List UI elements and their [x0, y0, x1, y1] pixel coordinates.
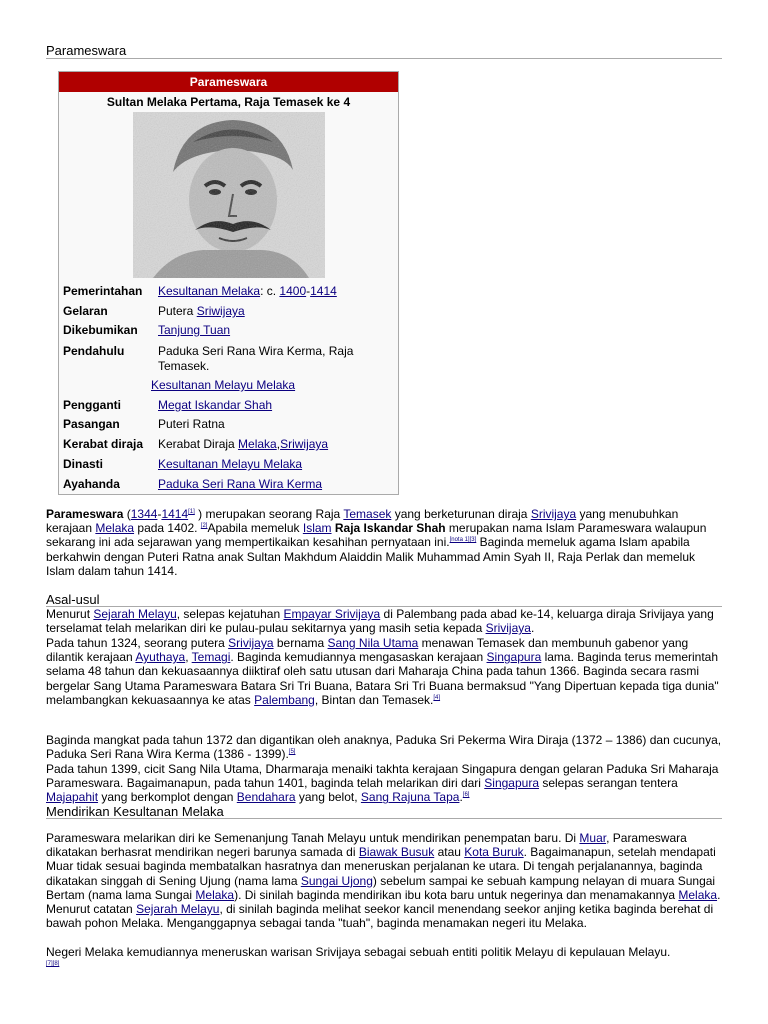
text: yang belot,: [295, 790, 361, 805]
link-sang-nila-utama[interactable]: Sang Nila Utama: [327, 636, 419, 650]
link-sriwijaya[interactable]: Sriwijaya: [196, 304, 245, 318]
text: bernama: [273, 636, 328, 650]
section1-paragraph-4: [46, 762, 722, 805]
row-value: [158, 323, 388, 338]
link-empayar-srivijaya[interactable]: Empayar Srivijaya: [283, 607, 381, 621]
link-kesultanan-melayu-melaka[interactable]: Kesultanan Melayu Melaka: [158, 457, 303, 471]
text: pada 1402.: [134, 521, 201, 536]
ref-link[interactable]: [5]: [288, 749, 296, 756]
text: ) merupakan seorang Raja: [194, 507, 344, 521]
link-srivijaya[interactable]: Srivijaya: [228, 636, 274, 650]
text: merupakan nama Islam Parameswara walaupun sekarang ini ada sejarawan yang mempertikaikan kesahihan pernyataan ini.: [46, 521, 707, 550]
link-1400[interactable]: 1400: [279, 284, 307, 298]
section1-paragraph-2: [46, 636, 722, 707]
text: .: [459, 790, 463, 805]
link-kesultanan-melaka[interactable]: Kesultanan Melaka: [158, 284, 261, 298]
row-value: [158, 284, 388, 299]
text: yang menubuhkan kerajaan: [46, 507, 679, 536]
link-biawak-busuk[interactable]: Biawak Busuk: [358, 845, 435, 860]
link-srivijaya[interactable]: Srivijaya: [530, 507, 577, 521]
value-text: -: [306, 284, 311, 298]
text: yang berkomplot dengan: [98, 790, 237, 805]
link-muar[interactable]: Muar: [579, 831, 607, 845]
text: (: [123, 507, 131, 521]
row-value: [158, 477, 388, 492]
row-label: Dinasti: [63, 457, 104, 471]
text: Parameswara melarikan diri ke Semenanjung Tanah Melayu untuk mendirikan penempatan baru. Di: [46, 831, 580, 845]
link-kota-buruk[interactable]: Kota Buruk: [464, 845, 524, 860]
link-islam[interactable]: Islam: [302, 521, 332, 536]
text: di Palembang pada abad ke-14, keluarga diraja Srivijaya yang terselamat telah melarikan diri ke pulau-pulau sekitarnya yang masih setia kepada: [46, 607, 714, 636]
text: ) sebelum sampai ke sebuah kampung nelayan di muara Sungai Bertam (nama lama Sungai: [46, 873, 716, 902]
row-value: [158, 457, 388, 472]
link-melaka[interactable]: Melaka: [238, 437, 277, 451]
text: , Bintan dan Temasek.: [314, 692, 434, 707]
infobox: [58, 71, 399, 495]
text: , selepas kejatuhan: [176, 607, 284, 621]
row-value: [158, 437, 388, 452]
text: .: [530, 621, 535, 636]
section-heading-mendirikan-kesultanan-melaka: Mendirikan Kesultanan Melaka: [46, 804, 722, 819]
link-sungai-ujong[interactable]: Sungai Ujong: [300, 873, 373, 888]
text: . Baginda kemudiannya mengasaskan kerajaan: [230, 650, 487, 665]
bold-name: Parameswara: [46, 507, 124, 521]
row-label: Dikebumikan: [63, 323, 138, 337]
value-text: Putera: [158, 304, 197, 318]
value-text: Kerabat Diraja: [158, 437, 239, 451]
portrait-sketch-icon: [133, 112, 325, 278]
link-melaka[interactable]: Melaka: [95, 521, 135, 536]
text: Baginda mangkat pada tahun 1372 dan digantikan oleh anaknya, Paduka Sri Pekerma Wira Diraja (1372 – 1386) dan cucunya, Paduka Seri Rana Wira Kerma (1386 - 1399).: [46, 733, 722, 762]
text: Negeri Melaka kemudiannya meneruskan warisan Srivijaya sebagai sebuah entiti politik Melayu di kepulauan Melayu.: [46, 945, 671, 959]
text: Pada tahun 1399, cicit Sang Nila Utama, Dharmaraja menaiki takhta kerajaan Singapura dengan gelaran Paduka Sri Maharaja Parameswara. Bagaimanapun, pada tahun 1401, baginda telah melarikan diri dari: [46, 762, 719, 791]
value-text: : c.: [260, 284, 280, 298]
section2-paragraph-1: [46, 831, 722, 930]
link-melaka[interactable]: Melaka: [195, 887, 235, 902]
row-label: Pendahulu: [63, 344, 125, 358]
link-srivijaya[interactable]: Srivijaya: [485, 621, 531, 636]
text: -: [157, 507, 162, 521]
row-label: Gelaran: [63, 304, 108, 318]
link-ayuthaya[interactable]: Ayuthaya: [135, 650, 186, 665]
link-majapahit[interactable]: Majapahit: [46, 790, 99, 805]
text: Baginda memeluk agama Islam apabila berkahwin dengan Puteri Ratna anak Sultan Makhdum Alaiddin Malik Muhammad Amin Syah II, Raja Perlak dan memeluk Islam dalam tahun 1414.: [46, 535, 696, 578]
text: . Menurut catatan: [46, 887, 721, 917]
text: , Parameswara dikatakan berhasrat mendirikan negeri barunya samada di: [46, 831, 687, 860]
link-paduka-seri-rana-wira-kerma[interactable]: Paduka Seri Rana Wira Kerma: [158, 477, 323, 491]
text: menawan Temasek dan membunuh gabenor yang dilantik kerajaan: [46, 636, 689, 665]
intro-paragraph: [46, 507, 722, 578]
text: ). Di sinilah baginda mendirikan ibu kota baru untuk negerinya dan menamakannya: [234, 887, 679, 902]
section-heading-asal-usul: Asal-usul: [46, 592, 722, 607]
text: . Bagaimanapun, setelah mendapati Muar tidak sesuai baginda membatalkan hasratnya dan meneruskan perjalanan ke utara. Di tengah perjalanannya, baginda dikatakan singgah di Sening Ujung (nama lama: [46, 845, 716, 888]
link-sejarah-melayu[interactable]: Sejarah Melayu: [93, 607, 177, 621]
infobox-subtitle: Sultan Melaka Pertama, Raja Temasek ke 4: [106, 95, 351, 109]
infobox-header: Parameswara: [59, 72, 398, 92]
link-sejarah-melayu[interactable]: Sejarah Melayu: [136, 902, 220, 917]
link-sriwijaya[interactable]: Sriwijaya: [280, 437, 329, 451]
row-label: Pengganti: [63, 398, 122, 412]
ref-link[interactable]: [6]: [462, 792, 470, 799]
value-text: ,: [276, 437, 281, 451]
link-temasek[interactable]: Temasek: [343, 507, 392, 521]
row-value: [158, 398, 388, 413]
portrait-image: [133, 112, 325, 278]
link-sang-rajuna-tapa[interactable]: Sang Rajuna Tapa: [360, 790, 460, 805]
text: Menurut: [46, 607, 94, 621]
row-value: Puteri Ratna: [158, 417, 225, 431]
section1-paragraph-3: [46, 733, 722, 761]
text: Apabila memeluk: [207, 521, 303, 536]
text: atau: [434, 845, 465, 860]
link-palembang[interactable]: Palembang: [254, 692, 315, 707]
row-label: Kerabat diraja: [63, 437, 144, 451]
row-value: [158, 304, 388, 319]
link-temagi[interactable]: Temagi: [191, 650, 231, 665]
text: yang berketurunan diraja: [391, 507, 531, 521]
row-value: Paduka Seri Rana Wira Kerma, Raja Temasek.: [158, 344, 354, 373]
text: Pada tahun 1324, seorang putera: [46, 636, 229, 650]
link-1344[interactable]: 1344: [130, 507, 158, 521]
ref-link[interactable]: [7][8]: [46, 961, 60, 968]
link-singapura[interactable]: Singapura: [484, 776, 539, 791]
link-kesultanan-melayu-melaka[interactable]: Kesultanan Melayu Melaka: [151, 378, 296, 392]
ref-link[interactable]: [2]: [200, 523, 208, 530]
text: , di sinilah baginda melihat seekor kancil menendang seekor anjing ketika baginda berehat di bawah pohon Melaka. Menganggapnya sebagai tanda "tuah", baginda menamakan negeri itu Melaka.: [46, 902, 714, 931]
link-1414[interactable]: 1414: [161, 507, 189, 521]
section2-paragraph-2: [46, 945, 722, 973]
infobox-row-center: [151, 378, 295, 392]
page-title: Parameswara: [46, 43, 722, 59]
row-label: Pemerintahan: [63, 284, 143, 298]
ref-link[interactable]: [1]: [188, 509, 195, 515]
section1-paragraph-1: [46, 607, 722, 635]
bold-raja-iskandar-shah: Raja Iskandar Shah: [334, 521, 446, 536]
ref-link[interactable]: [nota 1][3]: [449, 537, 477, 544]
text: ,: [185, 650, 192, 665]
link-tanjung-tuan[interactable]: Tanjung Tuan: [158, 323, 231, 337]
link-megat-iskandar-shah[interactable]: Megat Iskandar Shah: [158, 398, 273, 412]
text: selepas serangan tentera: [539, 776, 678, 791]
link-1414[interactable]: 1414: [310, 284, 337, 298]
link-singapura[interactable]: Singapura: [486, 650, 542, 665]
link-melaka[interactable]: Melaka: [678, 887, 718, 902]
link-bendahara[interactable]: Bendahara: [236, 790, 296, 805]
row-label: Pasangan: [63, 417, 120, 431]
text: lama. Baginda terus memerintah selama 48 tahun dan kekuasaannya diiktiraf oleh satu utusan dari Maharaja China pada tahun 1366. Baginda secara rasmi bergelar Sang Utama Parameswara Batara Sri Tri Buana, Batara Sri Tri Buana bermaksud "Yang Dipertuan kepada tiga dunia" melambangkan kekuasaannya ke atas: [46, 650, 719, 707]
row-label: Ayahanda: [63, 477, 120, 491]
ref-link[interactable]: [4]: [433, 694, 441, 701]
